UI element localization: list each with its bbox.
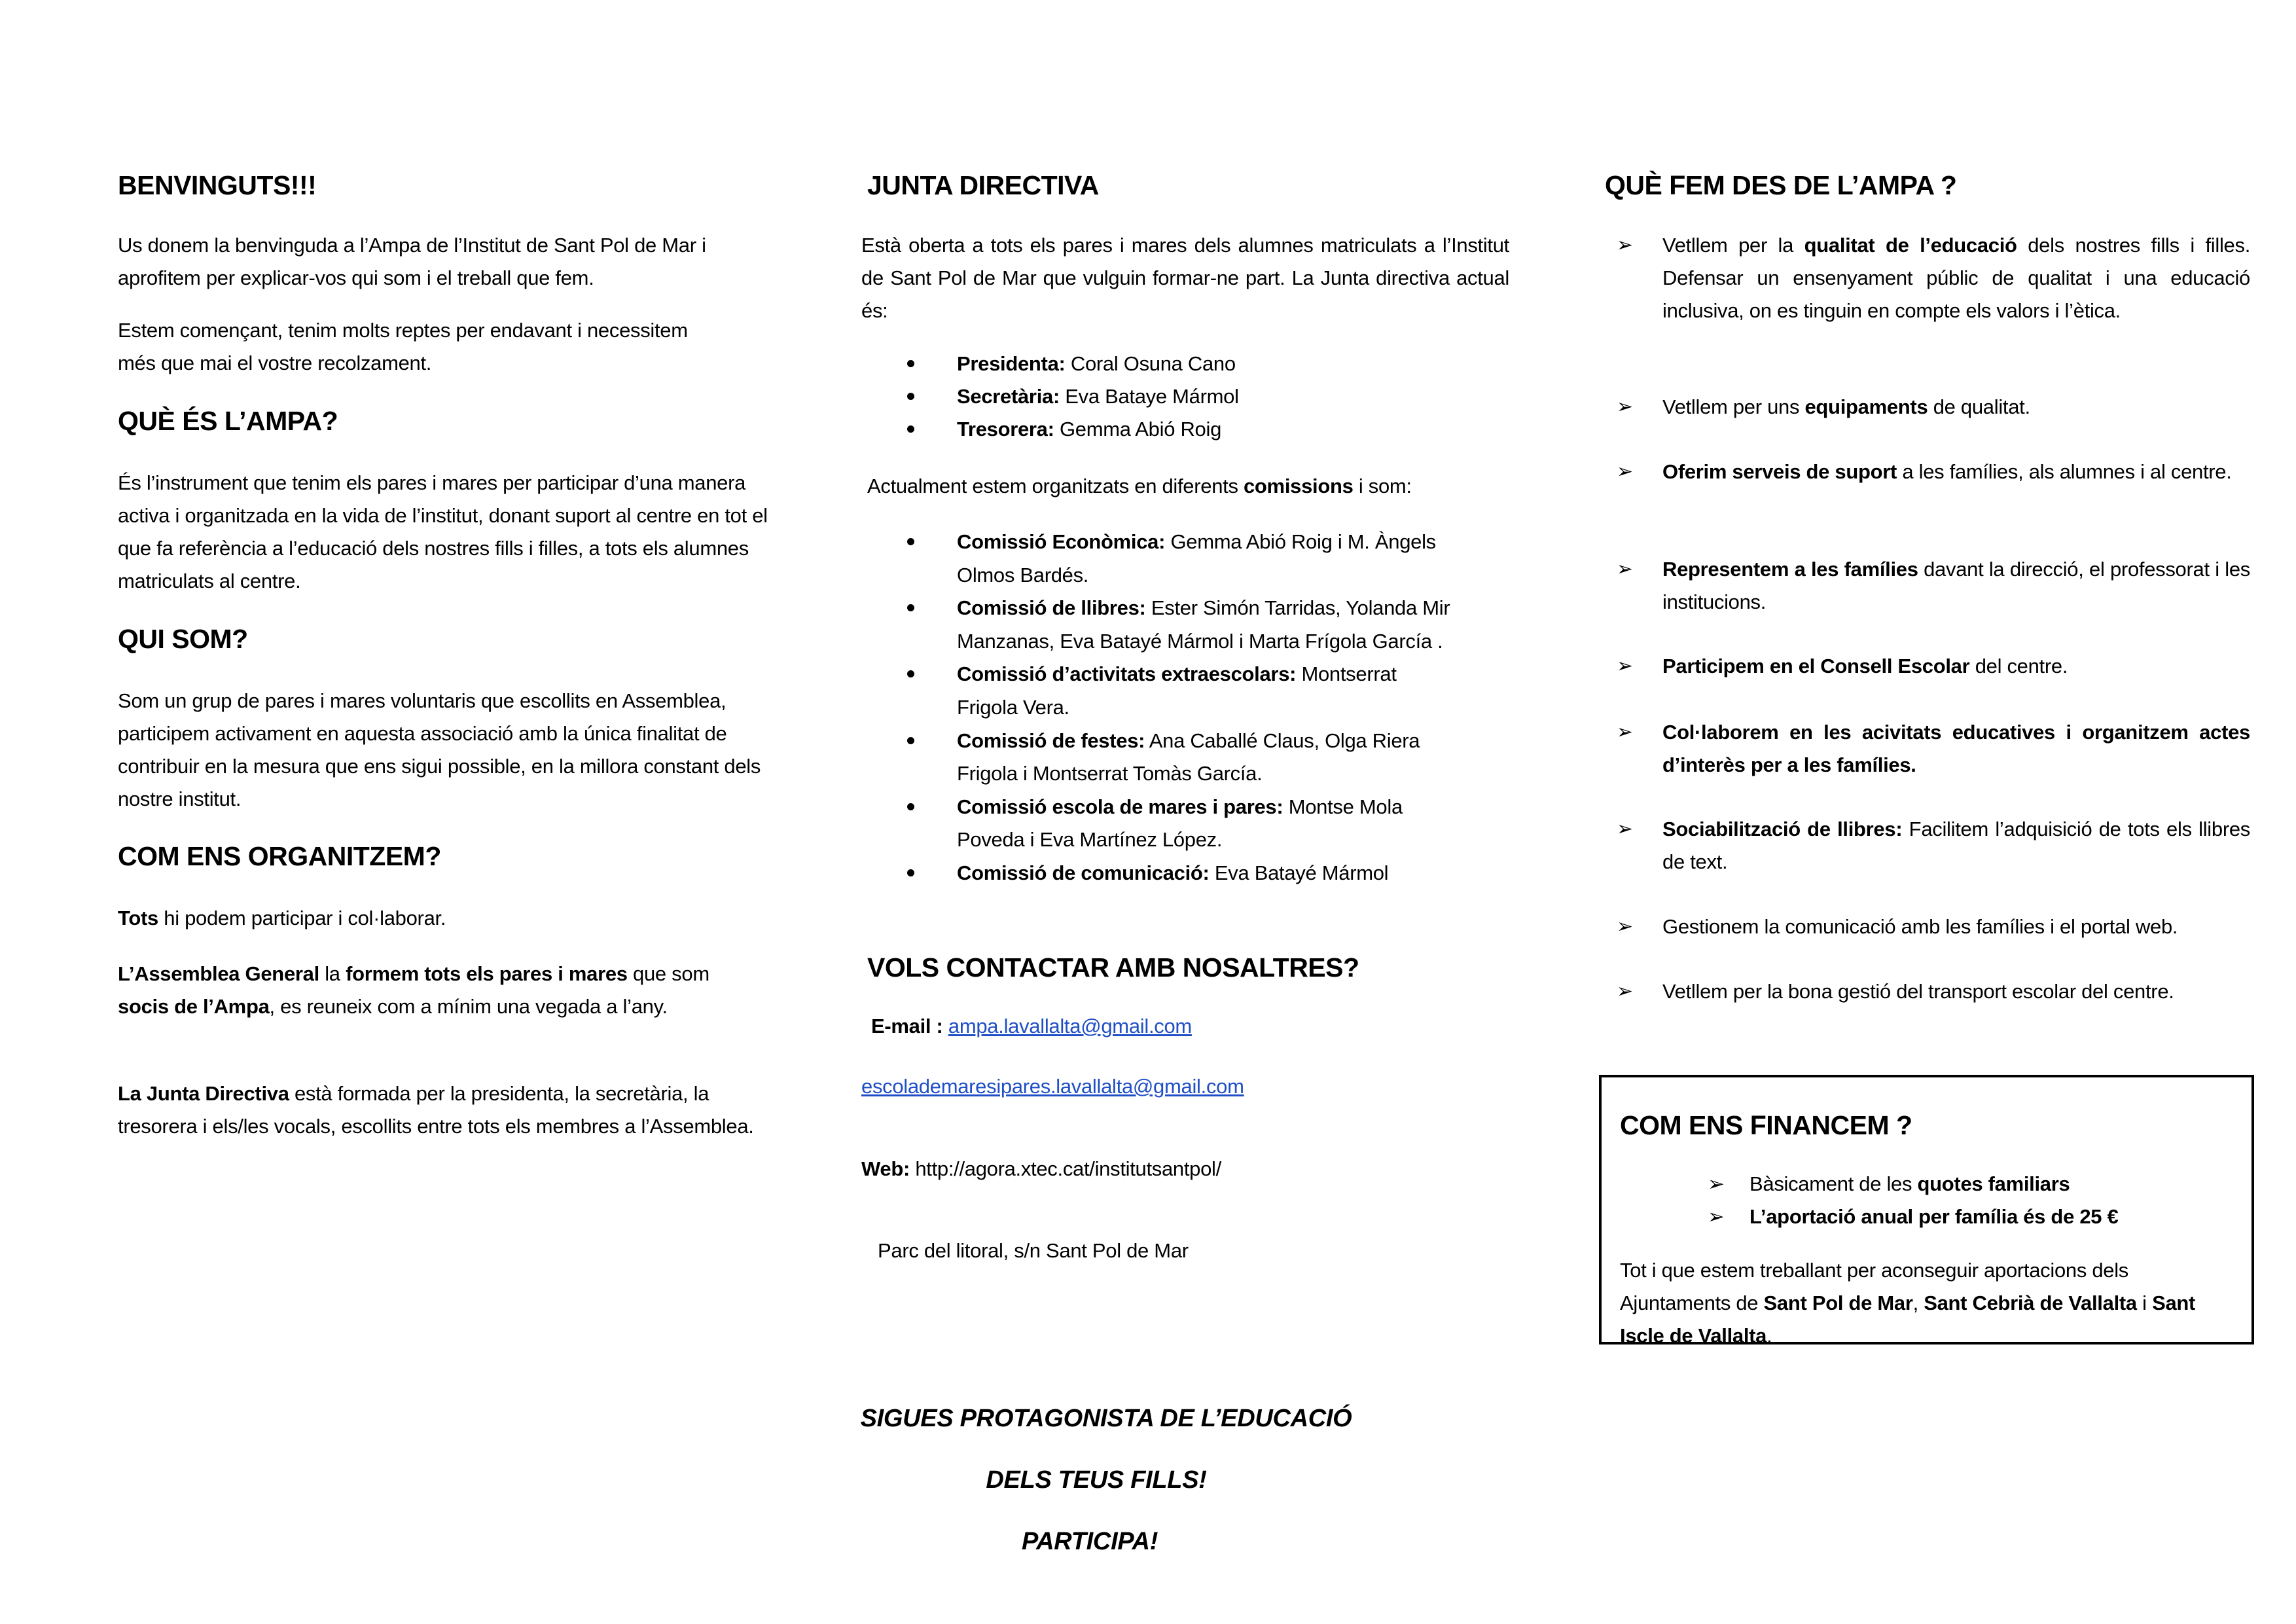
bold-text: Sant Cebrià de Vallalta: [1924, 1291, 2137, 1314]
arrowhead-bullet-icon: ➢: [1617, 818, 1633, 840]
activity-item: [1617, 911, 2250, 943]
commission-members: Gemma Abió Roig i M. Àngels Olmos Bardés.: [957, 530, 1436, 586]
web-url: http://agora.xtec.cat/institutsantpol/: [910, 1157, 1221, 1180]
arrowhead-bullet-icon: ➢: [1617, 461, 1633, 482]
arrowhead-bullet-icon: ➢: [1617, 916, 1633, 937]
commissions-intro: [867, 470, 1515, 503]
commission-members: Montse Mola Poveda i Eva Martínez López.: [957, 795, 1403, 852]
organization-paragraph-2: [118, 958, 733, 1023]
bold-text: La Junta Directiva: [118, 1082, 289, 1105]
commission-item: [861, 658, 1450, 724]
what-is-ampa-paragraph: És l’instrument que tenim els pares i mares per participar d’una manera activa i organitzada en la vida de l’institut, donant suport al centre en tot el que fa referència a l’educació dels nostres fills i filles, a tots els alumnes matriculats al centre.: [118, 471, 768, 592]
text: Bàsicament de les: [1749, 1172, 1918, 1195]
organization-paragraph-3: [118, 1077, 772, 1143]
board-heading: JUNTA DIRECTIVA: [867, 170, 1099, 200]
commissions-list: [861, 526, 1450, 890]
role: Presidenta:: [957, 352, 1066, 375]
commission-members: Montserrat Frigola Vera.: [957, 662, 1397, 719]
commission-item: [861, 857, 1450, 890]
what-is-ampa-heading: QUÈ ÉS L’AMPA?: [118, 406, 338, 436]
bold-text: formem tots els pares i mares: [346, 962, 628, 985]
text: Vetllem per la: [1662, 234, 1804, 257]
board-member: [861, 413, 1509, 446]
text: Gestionem la comunicació amb les famílies i el portal web.: [1662, 915, 2178, 938]
board-list: [861, 348, 1509, 446]
email-label: E-mail :: [871, 1015, 943, 1038]
web-line: [861, 1153, 1509, 1185]
bold-text: quotes familiars: [1917, 1172, 2070, 1195]
contact-heading: VOLS CONTACTAR AMB NOSALTRES?: [867, 952, 1359, 983]
arrowhead-bullet-icon: ➢: [1708, 1205, 1725, 1228]
bold-text: L’aportació anual per família és de 25 €: [1749, 1205, 2119, 1228]
organization-heading: COM ENS ORGANITZEM?: [118, 841, 441, 871]
welcome-paragraph-2: Estem començant, tenim molts reptes per endavant i necessitem més que mai el vostre recolzament.: [118, 319, 688, 374]
email-link-escola[interactable]: escolademaresipares.lavallalta@gmail.com: [861, 1075, 1244, 1098]
commission-item: [861, 725, 1450, 791]
commission-members: Ana Caballé Claus, Olga Riera Frigola i Montserrat Tomàs García.: [957, 729, 1420, 785]
activity-item: [1617, 391, 2250, 424]
bold-text: Participem en el Consell Escolar: [1662, 655, 1970, 677]
activity-item: [1617, 229, 2250, 327]
text: i som:: [1353, 475, 1412, 497]
text: hi podem participar i col·laborar.: [158, 907, 446, 929]
funding-item: [1708, 1168, 2070, 1200]
slogan-line-2: DELS TEUS FILLS!: [986, 1466, 1207, 1494]
text: Vetllem per la bona gestió del transport escolar del centre.: [1662, 980, 2174, 1003]
activity-item: [1617, 716, 2250, 782]
email-link-ampa[interactable]: ampa.lavallalta@gmail.com: [948, 1015, 1192, 1038]
role: Tresorera:: [957, 418, 1054, 441]
activity-item: [1617, 975, 2250, 1008]
text: Tot i que estem treballant per aconseguir aportacions dels Ajuntaments de: [1620, 1259, 2129, 1314]
commission-name: Comissió de llibres:: [957, 596, 1146, 620]
text: Vetllem per uns: [1662, 395, 1805, 418]
commission-item: [861, 592, 1450, 658]
text: dels nostres fills i filles. Defensar un ensenyament públic de qualitat i una educació inclusiva, on es tinguin en compte els valors i l’ètica.: [1662, 234, 2251, 322]
bold-text: qualitat de l’educació: [1804, 234, 2017, 257]
text: que som: [627, 962, 709, 985]
bold-text: L’Assemblea General: [118, 962, 319, 985]
funding-box: [1599, 1075, 2254, 1347]
bold-text: Oferim serveis de suport: [1662, 460, 1897, 483]
who-are-we-paragraph: Som un grup de pares i mares voluntaris que escollits en Assemblea, participem activament en aquesta associació amb la única finalitat de contribuir en la mesura que ens sigui possible, en la millora constant dels nostre institut.: [118, 689, 761, 810]
organization-paragraph-1: [118, 902, 779, 935]
funding-item: [1708, 1200, 2118, 1233]
slogan-line-3: PARTICIPA!: [1021, 1528, 1158, 1555]
commission-name: Comissió Econòmica:: [957, 530, 1166, 553]
commission-members: Eva Batayé Mármol: [1209, 861, 1389, 884]
member-name: Coral Osuna Cano: [1065, 352, 1236, 375]
commission-item: [861, 791, 1450, 857]
text: està formada per la presidenta, la secretària, la tresorera i els/les vocals, escollits entre tots els membres a l’Assemblea.: [118, 1082, 754, 1138]
text: la: [319, 962, 346, 985]
web-label: Web:: [861, 1157, 910, 1180]
email-line: [871, 1010, 1519, 1043]
address: Parc del litoral, s/n Sant Pol de Mar: [878, 1239, 1189, 1262]
arrowhead-bullet-icon: ➢: [1617, 721, 1633, 743]
activity-item: [1617, 456, 2250, 488]
email-line-2: [861, 1070, 1509, 1103]
commission-name: Comissió de festes:: [957, 729, 1145, 752]
bold-text: Representem a les famílies: [1662, 558, 1918, 581]
bold-text: equipaments: [1804, 395, 1928, 418]
arrowhead-bullet-icon: ➢: [1617, 981, 1633, 1002]
text: davant la direcció, el professorat i les institucions.: [1662, 558, 2250, 613]
text: ,: [1912, 1291, 1924, 1314]
activity-item: [1617, 553, 2250, 619]
text: Actualment estem organitzats en diferents: [867, 475, 1244, 497]
text: .: [1767, 1324, 1772, 1347]
text: i: [2136, 1291, 2153, 1314]
text: , es reuneix com a mínim una vegada a l’any.: [269, 995, 668, 1018]
text: del centre.: [1969, 655, 2068, 677]
bold-text: Sociabilització de llibres:: [1662, 818, 1903, 840]
slogan-line-1: SIGUES PROTAGONISTA DE L’EDUCACIÓ: [860, 1405, 1352, 1432]
bold-text: Sant Pol de Mar: [1763, 1291, 1913, 1314]
board-member: [861, 348, 1509, 380]
who-are-we-heading: QUI SOM?: [118, 624, 248, 654]
role: Secretària:: [957, 385, 1060, 408]
arrowhead-bullet-icon: ➢: [1708, 1172, 1725, 1195]
member-name: Eva Bataye Mármol: [1059, 385, 1239, 408]
welcome-heading: BENVINGUTS!!!: [118, 170, 317, 200]
bold-text: socis de l’Ampa: [118, 995, 270, 1018]
text: de qualitat.: [1928, 395, 2030, 418]
text: Facilitem l’adquisició de tots els llibres de text.: [1662, 818, 2250, 873]
commission-item: [861, 526, 1450, 592]
bold-text: comissions: [1243, 475, 1354, 497]
commission-name: Comissió de comunicació:: [957, 861, 1210, 884]
arrowhead-bullet-icon: ➢: [1617, 234, 1633, 256]
arrowhead-bullet-icon: ➢: [1617, 655, 1633, 677]
welcome-paragraph: Us donem la benvinguda a l’Ampa de l’Institut de Sant Pol de Mar i aprofitem per explicar-vos qui som i el treball que fem.: [118, 234, 706, 289]
text: a les famílies, als alumnes i al centre.: [1897, 460, 2232, 483]
commission-name: Comissió d’activitats extraescolars:: [957, 662, 1297, 686]
board-member: [861, 380, 1509, 413]
bold-text: Sant Iscle de Vallalta: [1620, 1291, 2196, 1347]
bold-text: Col·laborem en les acivitats educatives i organitzem actes d’interès per a les famílies.: [1662, 721, 2250, 776]
commission-name: Comissió escola de mares i pares:: [957, 795, 1283, 818]
member-name: Gemma Abió Roig: [1054, 418, 1222, 441]
funding-paragraph: [1620, 1254, 2242, 1352]
activity-item: [1617, 650, 2250, 683]
arrowhead-bullet-icon: ➢: [1617, 396, 1633, 418]
board-paragraph: Està oberta a tots els pares i mares dels alumnes matriculats a l’Institut de Sant Pol de Mar que vulguin formar-ne part. La Junta directiva actual és:: [861, 234, 1509, 322]
commission-members: Ester Simón Tarridas, Yolanda Mir Manzanas, Eva Batayé Mármol i Marta Frígola García .: [957, 596, 1450, 653]
bold-text: Tots: [118, 907, 158, 929]
arrowhead-bullet-icon: ➢: [1617, 558, 1633, 580]
funding-heading: COM ENS FINANCEM ?: [1620, 1110, 1912, 1140]
activity-item: [1617, 813, 2250, 878]
activities-heading: QUÈ FEM DES DE L’AMPA ?: [1605, 170, 1957, 200]
